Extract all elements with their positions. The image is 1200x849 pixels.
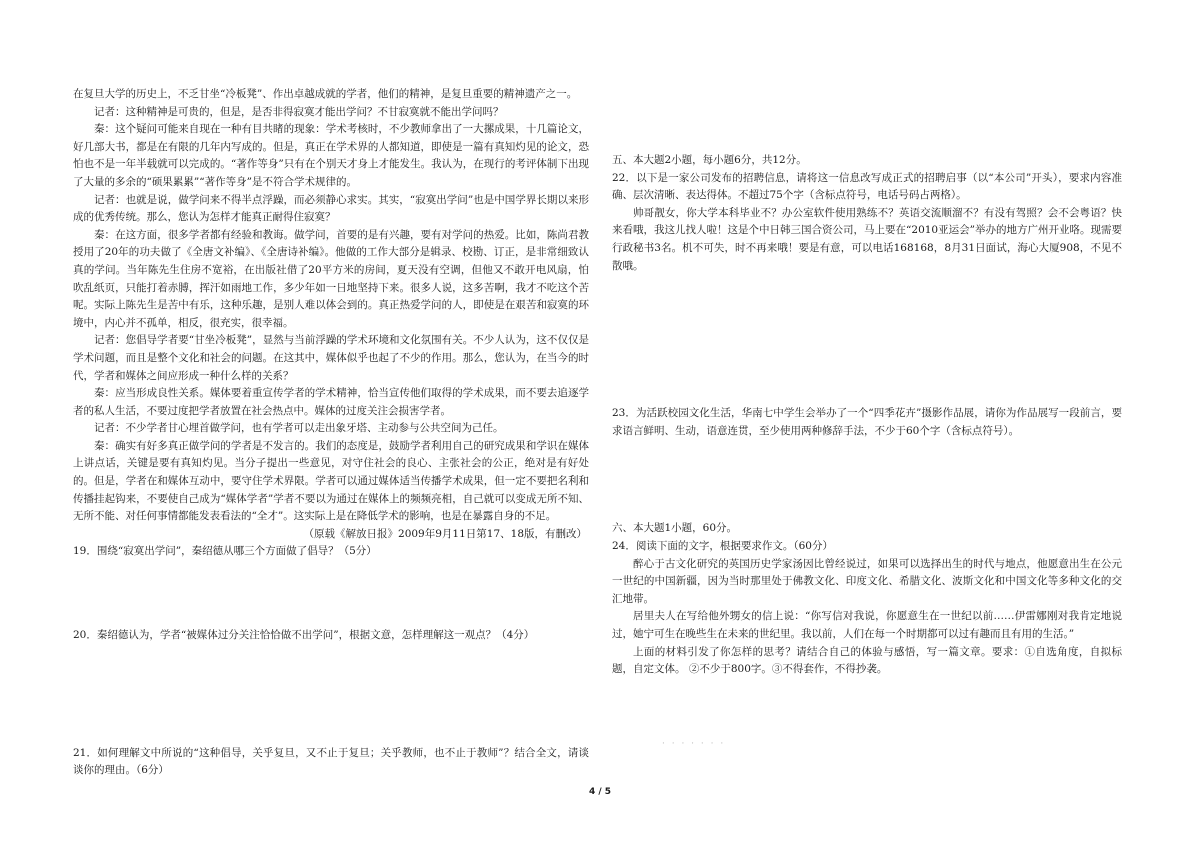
article-paragraph: 记者：您倡导学者要“甘坐冷板凳”，显然与当前浮躁的学术环境和文化氛围有关。不少人认为，这不仅仅是学术问题，而且是整个文化和社会的问题。在这其中，媒体似乎也起了不少的作用。那么，您认为，在当今的时代，学者和媒体之间应形成一种什么样的关系？ bbox=[73, 334, 589, 382]
page-number: 4 / 5 bbox=[588, 787, 612, 797]
article-source: （原载《解放日报》2009年9月11日第17、18版，有删改） bbox=[303, 527, 587, 540]
section-5-heading: 五、本大题2小题，每小题6分，共12分。 bbox=[612, 154, 807, 166]
article-paragraph: 在复旦大学的历史上，不乏甘坐“冷板凳”、作出卓越成就的学者，他们的精神，是复旦重要的精神遗产之一。 bbox=[73, 88, 578, 100]
article-paragraph: 秦：确实有好多真正做学问的学者是不发言的。我们的态度是，鼓励学者利用自己的研究成果和学识在媒体上讲点话，关键是要有真知灼见。当分子提出一些意见，对守住社会的良心、主张社会的公正，绝对是有好处的。但是，学者在和媒体互动中，要守住学术界限。学者可以通过媒体适当传播学术成果，但一定不要把名利和传播挂起钩来，不要使自己成为“媒体学者”学者不要以为通过在媒体上的频频亮相，自己就可以变成无所不知、无所不能、对任何事情都能发表看法的“全才”。这实际上是在降低学术的影响，也是在暴露自身的不足。 bbox=[73, 439, 589, 523]
section-6-heading: 六、本大题1小题，60分。 bbox=[612, 522, 738, 535]
question-22-material: 帅哥靓女，你大学本科毕业不？办公室软件使用熟练不？英语交流顺溜不？有没有驾照？会不会粤语？快来看哦，我这儿找人啦！这是个中日韩三国合资公司，马上要在“2010亚运会”举办的地方广州开业咯。现需要行政秘书3名。机不可失，时不再来哦！要是有意，可以电话168168，8月31日面试，海心大厦908，不见不散哦。 bbox=[612, 206, 1122, 272]
question-24-material: 醉心于古文化研究的英国历史学家汤因比曾经说过，如果可以选择出生的时代与地点，他愿意出生在公元一世纪的中国新疆，因为当时那里处于佛教文化、印度文化、希腊文化、波斯文化和中国文化等多种文化的交汇地带。 bbox=[612, 557, 1122, 605]
question-22: 22．以下是一家公司发布的招聘信息，请将这一信息改写成正式的招聘启事（以“本公司”开头），要求内容准确、层次清晰、表达得体。不超过75个字（含标点符号，电话号码占两格）。 bbox=[612, 171, 1122, 202]
article-paragraph: 记者：也就是说，做学问来不得半点浮躁，而必须静心求实。其实，“寂寞出学问”也是中国学界长期以来形成的优秀传统。那么，您认为怎样才能真正耐得住寂寞？ bbox=[73, 193, 589, 224]
article-paragraph: 记者：不少学者甘心埋首做学问，也有学者可以走出象牙塔、主动参与公共空间为己任。 bbox=[94, 422, 504, 435]
left-column bbox=[73, 86, 589, 780]
right-column bbox=[612, 152, 1122, 679]
question-24-material: 居里夫人在写给他外甥女的信上说：“你写信对我说，你愿意生在一世纪以前……伊雷娜刚对我肯定地说过，她宁可生在晚些生在未来的世纪里。我以前，人们在每一个时期都可以过有趣而且有用的生活。” bbox=[612, 610, 1122, 640]
question-24-requirements: 上面的材料引发了你怎样的思考？请结合自己的体验与感悟，写一篇文章。要求：①自选角度，自拟标题，自定文体。 ②不少于800字。③不得套作，不得抄袭。 bbox=[612, 645, 1122, 676]
article-paragraph: 秦：在这方面，很多学者都有经验和教诲。做学问，首要的是有兴趣，要有对学问的热爱。比如，陈尚君教授用了20年的功夫做了《全唐文补编》、《全唐诗补编》。他做的工作大部分是辑录、校勘、订正，是非常细致认真的学问。当年陈先生住房不宽裕，在出版社借了20平方米的房间，夏天没有空调，但他又不敢开电风扇，怕吹乱纸页，只能打着赤膊，挥汗如雨地工作，多少年如一日地坚持下来。很多人说，这多苦啊，我才不吃这个苦呢。实际上陈先生是苦中有乐，这种乐趣，是别人难以体会到的。真正热爱学问的人，即使是在艰苦和寂寞的环境中，内心并不孤单，相反，很充实，很幸福。 bbox=[73, 228, 589, 329]
question-21: 21．如何理解文中所说的“这种倡导，关乎复旦，又不止于复旦；关乎教师，也不止于教师”？结合全文，请谈谈你的理由。（6分） bbox=[73, 746, 589, 777]
article-paragraph: 记者：这种精神是可贵的，但是，是否非得寂寞才能出学问？不甘寂寞就不能出学问吗？ bbox=[94, 105, 504, 118]
question-24: 24．阅读下面的文字，根据要求作文。（60分） bbox=[612, 539, 833, 552]
question-23: 23．为活跃校园文化生活，华南七中学生会举办了一个“四季花卉”摄影作品展，请你为作品展写一段前言，要求语言鲜明、生动，语意连贯，至少使用两种修辞手法，不少于60个字（含标点符号）。 bbox=[612, 407, 1122, 437]
question-20: 20．秦绍德认为，学者“被媒体过分关注恰恰做不出学问”，根据文意，怎样理解这一观点？（4分） bbox=[73, 629, 535, 642]
faint-dots: · · · · · · · bbox=[662, 739, 726, 749]
question-19: 19．围绕“寂寞出学问”，秦绍德从哪三个方面做了倡导？（5分） bbox=[73, 545, 377, 558]
article-paragraph: 秦：这个疑问可能来自现在一种有目共睹的现象：学术考核时，不少教师拿出了一大摞成果，十几篇论文，好几部大书，都是在有限的几年内写成的。但是，真正在学术界的人都知道，即使是一篇有真知灼见的论文，恐怕也不是一年半载就可以完成的。“著作等身”只有在个别天才身上才能发生。我认为，在现行的考评体制下出现了大量的多余的“硕果累累”“著作等身”是不符合学术规律的。 bbox=[73, 123, 589, 188]
article-paragraph: 秦：应当形成良性关系。媒体要着重宣传学者的学术精神，恰当宣传他们取得的学术成果，而不要去追逐学者的私人生活，不要过度把学者放置在社会热点中。媒体的过度关注会损害学者。 bbox=[73, 387, 589, 417]
